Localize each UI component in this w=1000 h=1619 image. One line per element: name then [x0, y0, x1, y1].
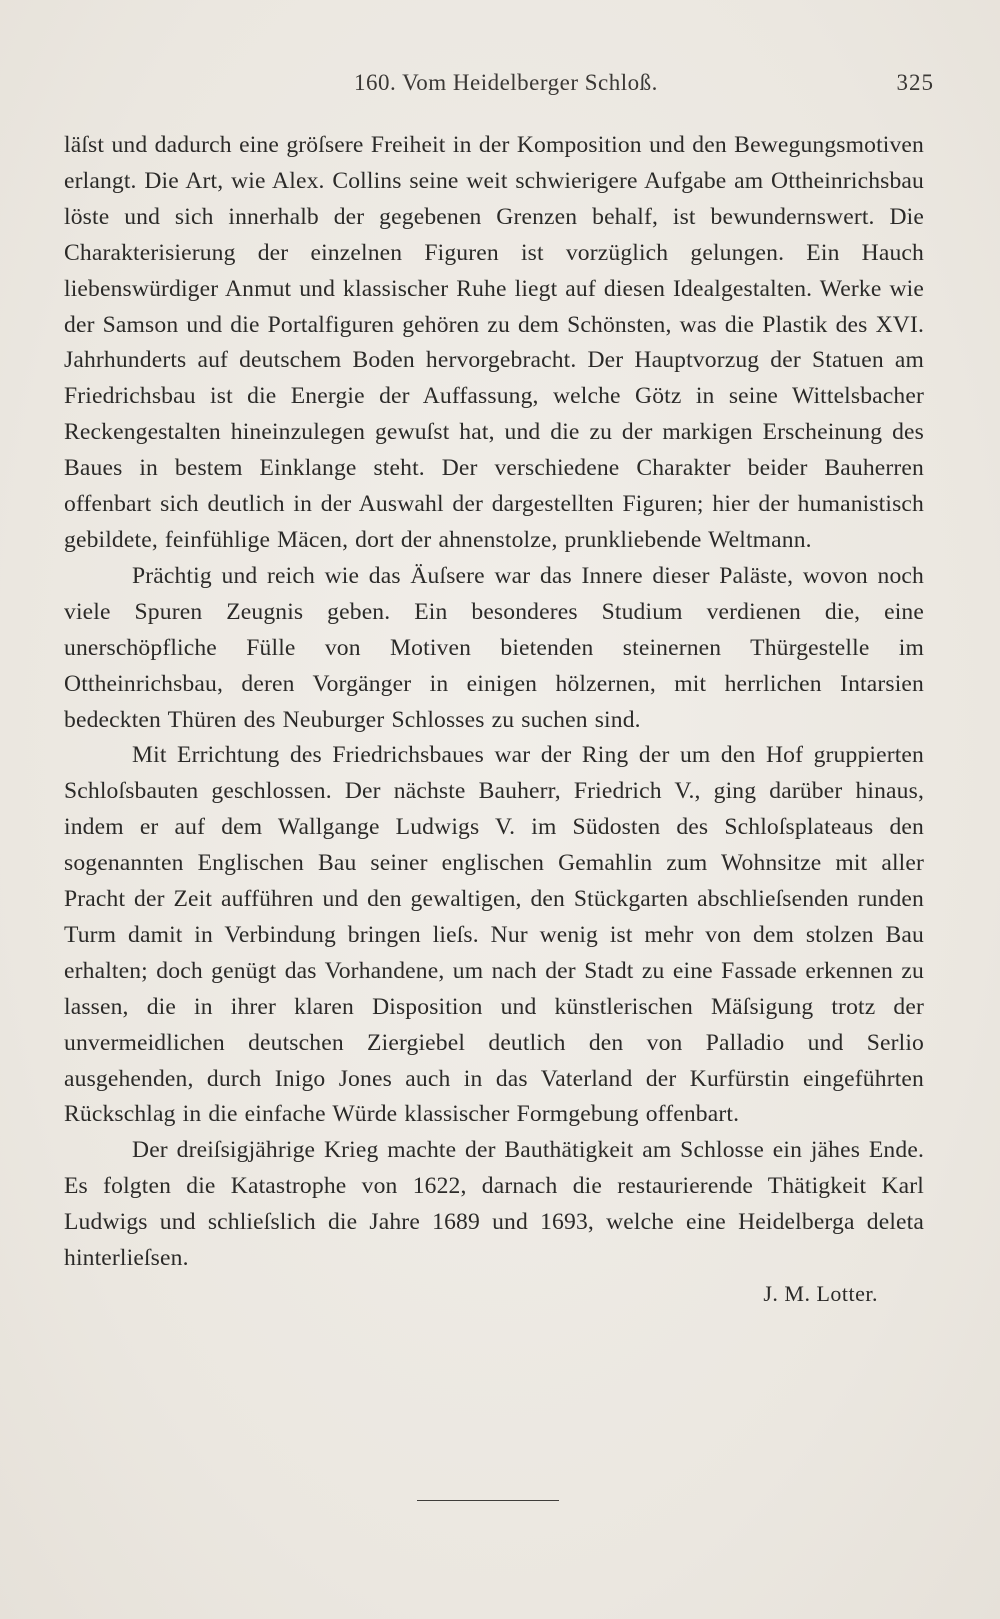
body-text	[64, 128, 924, 1311]
end-rule	[417, 1500, 559, 1501]
paragraph-1: läſst und dadurch eine gröſsere Freiheit in der Komposition und den Bewegungsmotiven erlangt. Die Art, wie Alex. Collins seine weit schwierigere Aufgabe am Ottheinrichsbau löste und sich innerhalb der gegebenen Grenzen behalf, ist bewundernswert. Die Charakterisierung der einzelnen Figuren ist vorzüglich gelungen. Ein Hauch liebenswürdiger Anmut und klassischer Ruhe liegt auf diesen Idealgestalten. Werke wie der Samson und die Portalfiguren gehören zu dem Schönsten, was die Plastik des XVI. Jahrhunderts auf deutschem Boden hervorgebracht. Der Hauptvorzug der Statuen am Friedrichsbau ist die Energie der Auffassung, welche Götz in seine Wittelsbacher Reckengestalten hineinzulegen gewuſst hat, und die zu der markigen Erscheinung des Baues in bestem Einklange steht. Der verschiedene Charakter beider Bauherren offenbart sich deutlich in der Auswahl der dargestellten Figuren; hier der humanistisch gebildete, feinfühlige Mäcen, dort der ahnenstolze, prunkliebende Weltmann.	[64, 132, 924, 553]
paragraph-2: Prächtig und reich wie das Äuſsere war das Innere dieser Paläste, wovon noch viele Spuren Zeugnis geben. Ein besonderes Studium verdienen die, eine unerschöpfliche Fülle von Motiven bietenden steinernen Thürgestelle im Ottheinrichsbau, deren Vorgänger in einigen hölzernen, mit herrlichen Intarsien bedeckten Thüren des Neuburger Schlosses zu suchen sind.	[64, 562, 924, 733]
paragraph-3: Mit Errichtung des Friedrichsbaues war der Ring der um den Hof gruppierten Schloſsbauten geschlossen. Der nächste Bauherr, Friedrich V., ging darüber hinaus, indem er auf dem Wallgange Ludwigs V. im Südosten des Schloſsplateaus den sogenannten Englischen Bau seiner englischen Gemahlin zum Wohnsitze mit aller Pracht der Zeit aufführen und den gewaltigen, den Stückgarten abschlieſsenden runden Turm damit in Verbindung bringen lieſs. Nur wenig ist mehr von dem stolzen Bau erhalten; doch genügt das Vorhandene, um nach der Stadt zu eine Fassade erkennen zu lassen, die in ihrer klaren Disposition und künstlerischen Mäſsigung trotz der unvermeidlichen deutschen Ziergiebel deutlich den von Palladio und Serlio ausgehenden, durch Inigo Jones auch in das Vaterland der Kurfürstin eingeführten Rückschlag in die einfache Würde klassischer Formgebung offenbart.	[64, 742, 924, 1128]
author-signature: J. M. Lotter.	[763, 1281, 878, 1306]
page-number: 325	[896, 70, 934, 95]
running-head: 160. Vom Heidelberger Schloß.	[354, 70, 658, 95]
paragraph-4: Der dreiſsigjährige Krieg machte der Bauthätigkeit am Schlosse ein jähes Ende. Es folgten die Katastrophe von 1622, darnach die restaurierende Thätigkeit Karl Ludwigs und schlieſslich die Jahre 1689 und 1693, welche eine Heidelberga deleta hinterlieſsen.	[64, 1137, 924, 1272]
page-header	[64, 66, 934, 102]
